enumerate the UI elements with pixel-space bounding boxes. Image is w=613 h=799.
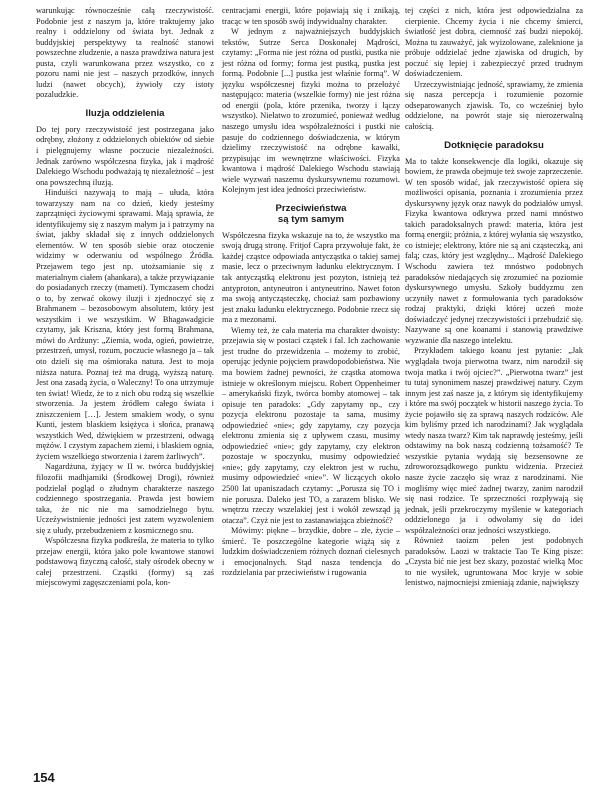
paragraph: Współczesna fizyka podkreśla, że materia to tylko przejaw energii, która jako pole kwantowe stanowi podstawową fizyczną całość, stały ośrodek obecny w całej przestrzeni. Cząstki (formy) są zaś miejscowymi zagęszczeniami pola, kon- [36, 536, 214, 588]
paragraph: W jednym z najważniejszych buddyjskich tekstów, Sutrze Serca Doskonałej Mądrości, czytamy: „Forma nie jest różna od pustki, pustka nie jest różna od formy; forma jest pustką, pustka jest formą. Podobnie [...] pustka jest właśnie formą”. W języku współczesnej fizyki można to przełożyć następująco: materia (wszelkie formy) nie jest różna od energii (pola, które przenika, tworzy i łączy wszystko). Niełatwo to zrozumieć, ponieważ według naszego umysłu idea współzależności i pustki nie pasuje do codziennego doświadczenia, w którym dzielimy rzeczywistość na odrębne kawałki, przypisując im wewnętrzne właściwości. Fizyka kwantowa i mądrość Dalekiego Wschodu stawiają wiele wyzwań naszemu dyskursywnemu rozumowi. Kolejnym jest idea jedności przeciwieństw. [222, 27, 400, 195]
paragraph: Do tej pory rzeczywistość jest postrzegana jako odrębny, złożony z oddzielonych obiektów od siebie i pielęgnujemy własne poczucie niezależności. Jednak zarówno współczesna fizyka, jak i mądrość Dalekiego Wschodu podważają tę niezależność – jest ona powszechną iluzją. [36, 124, 214, 187]
section-heading: Dotknięcie paradoksu [444, 139, 544, 151]
paragraph: Mówimy: piękne – brzydkie, dobre – złe, życie – śmierć. Te poszczególne kategorie wiążą się z ludzkim doświadczeniem różnych doznań cielesnych i emocjonalnych. Stąd nasza tendencja do rozdzielania par przeciwieństw i rugowania [222, 526, 400, 578]
page-number: 154 [33, 770, 55, 785]
text-column-middle [222, 6, 400, 579]
paragraph: Przykładem takiego koanu jest pytanie: „Jak wyglądała twoja pierwotna twarz, nim narodził się twoja matka i twój ojciec?”. „Pierwotna twarz” jest tu tutaj synonimem naszej prawdziwej natury. Czym innym jest zaś nasze ja, z którym się identyfikujemy i które ma swój początek w historii naszego życia. To życie pojawiło się za sprawą naszych rodziców. Ale kim byliśmy przed ich narodzinami? Jak wyglądała wtedy nasza twarz? Kim tak naprawdę jesteśmy, jeśli odstawimy na bok naszą codzienną tożsamość? Te wszystkie pytania wydają się bezsensowne ze zdroworozsądkowego punktu widzenia. Przecież nasze życie zaczęło się wraz z narodzinami. Nie mogliśmy więc mieć żadnej twarzy, zanim narodził się nasi rodzice. Te sprzeczności rozpływają się jednak, jeśli przekroczymy myślenie w kategoriach oddzielonego ja i odwołamy się do idei współzależności oraz jedności wszystkiego. [405, 346, 583, 535]
section-heading [222, 203, 400, 225]
paragraph: centracjami energii, które pojawiają się i znikają, tracąc w ten sposób swój indywidualny charakter. [222, 6, 400, 26]
section-heading-line: są tym samym [277, 213, 345, 225]
section-heading: Iluzja oddzielenia [85, 107, 165, 119]
paragraph: Urzeczywistniając jedność, sprawiamy, że zmienia się nasza percepcja i rozumienie pozornie odseparowanych zjawisk. To, co wcześniej było oddzielone, na powrót staje się nierozerwalną całością. [405, 79, 583, 132]
paragraph: warunkując równocześnie całą rzeczywistość. Podobnie jest z naszym ja, które traktujemy jako realny i oddzielony od świata byt. Jednak z buddyjskiej perspektywy ta realność stanowi powszechne złudzenie, a nasza prawdziwa natura jest pusta, czyli warunkowana przez wszystko, co z pozoru nami nie jest – naszych przodków, innych ludzi (nawet obcych), żywioły czy istoty pozaludzkie. [36, 6, 214, 100]
paragraph: tej części z nich, która jest odpowiedzialna za cierpienie. Chcemy życia i nie chcemy śmierci, światłość jest dobra, ciemność zaś budzi niepokój. Można tu zauważyć, jak wyizolowane, zaleknione ja próbuje oddzielać jedne zjawiska od drugich, by poczuć się lepiej i zabezpieczyć przed trudnym doświadczeniem. [405, 6, 583, 79]
paragraph: Nagardżuna, żyjący w II w. twórca buddyjskiej filozofii madhjamiki (Środkowej Drogi), również podzielał pogląd o złudnym charakterze naszego codziennego spostrzegania. Prawda jest bowiem taka, że nic nie ma samodzielnego bytu. Uczeźywistnienie jedności jest zatem wyzwoleniem się z ułudy, przebudzeniem z kosmicznego snu. [36, 462, 214, 535]
section-heading-line: Przeciwieństwa [275, 202, 347, 214]
text-column-right [405, 6, 583, 589]
paragraph: Wiemy też, że cała materia ma charakter dwoisty: przejawia się w postaci cząstek i fal. Ich zachowanie jest trudne do przewidzenia – możemy to zrobić, operując jedynie pojęciem prawdopodobieństwa. Nie ma bowiem żadnej pewności, że cząstka atomowa istnieje w określonym miejscu. Robert Oppenheimer – amerykański fizyk, twórca bomby atomowej – tak opisuje ten paradoks: „Gdy zapytamy np., czy pozycja elektronu pozostaje ta sama, musimy odpowiedzieć «nie»; gdy zapytamy, czy pozycja elektronu zmienia się z upływem czasu, musimy odpowiedzieć «nie»; gdy zapytamy, czy elektron pozostaje w spoczynku, musimy odpowiedzieć «nie»; gdy zapytamy, czy elektron jest w ruchu, musimy odpowiedzieć «nie»”. W liczących około 2500 lat upaniszadach czytamy: „Porusza się TO i nie porusza. Daleko jest TO, a zarazem blisko. We wnętrzu rzeczy wszelakiej jest i wokół zewsząd ją otacza”. Czyż nie jest to zastanawiająca zbieżność? [222, 325, 400, 525]
paragraph: Ma to także konsekwencje dla logiki, okazuje się bowiem, że prawda obejmuje też swoje zaprzeczenie. W ten sposób widać, jak rzeczywistość opiera się możliwości opisania, poznania i zrozumienia przez dyskursywny język oraz nawyk do podziałów umysł. Fizyka kwantowa odkrywa przed nami mnóstwo takich paradoksalnych prawd: materia, która jest formą energii; próżnia, z której wyłania się wszystko, co istnieje; elektrony, które nie są ani cząsteczką, ani falą; czas, który jest względny... Mądrość Dalekiego Wschodu zawiera też mnóstwo podobnych paradoksów niedających się zrozumieć na poziomie dyskursywnego umysłu. Szkoły buddyzmu zen uczyniły nawet z formułowania tych paradoksów rodzaj praktyki, dzięki której uczeń może doświadczyć jedynej rzeczywistości i przebudzić się. Nazywane są one koanami i stanowią prawdziwe wyzwanie dla naszego intelektu. [405, 156, 583, 345]
paragraph: Również taoizm pełen jest podobnych paradoksów. Laozi w traktacie Tao Te King pisze: „Czysta bić nie jest bez skazy, pozostać wielką Moc to nie wysiłek, ugruntowana Moc kryje w sobie lenistwo, najmocniejsi zmieniają zdanie, największy [405, 536, 583, 588]
paragraph: Współczesna fizyka wskazuje na to, że wszystko ma swoją drugą stronę. Fritjof Capra przywołuje fakt, że każdej cząstce odpowiada antycząstka o takiej samej masie, lecz o przeciwnym ładunku elektrycznym. I tak antycząstką elektronu jest pozyton, istnieją też antyproton, antyneutron i antyneutrino. Nawet foton ma swoją antycząsteczkę, chociaż sam pozbawiony jest znaku ładunku elektrycznego. Podobnie rzecz się ma z mezonami. [222, 230, 400, 325]
paragraph: Hinduiści nazywają to mają – ułuda, która towarzyszy nam na co dzień, kiedy jesteśmy zaprzątnięci życiowymi sprawami. Mają sprawia, że identyfikujemy się z naszym małym ja i patrzymy na świat, jakby składał się z innych oddzielonych elementów. W ten sposób siebie oraz otoczenie widzimy w oderwaniu od wspólnego Źródła. Przejawem tego jest np. utożsamianie się z materialnym ciałem (ahankara), a także przywiązanie do posiadanych rzeczy (mameti). Tymczasem chodzi o to, by zerwać okowy iluzji i zjednoczyć się z Brahmanem – bezosobowym absolutem, który jest wszystkim i we wszystkim. W Bhagawadgicie czytamy, jak Kriszna, który jest formą Brahmana, mówi do Ardżuny: „Ziemia, woda, ogień, powietrze, przestrzeń, umysł, rozum, poczucie własnego ja – tak oto dzieli się ma ośmioraka natura. Jest to moja niższa natura. Poznaj też ma drugą, wyższą naturę. Jest ona zasadą życia, o Waleczny! To ona utrzymuje ten świat! Wiedz, że to z nich obu rodzą się wszelkie stworzenia. Ja jestem źródłem całego świata i zniszczeniem […]. Jestem smakiem wody, o synu Kunti, jestem blaskiem księżyca i słońca, pranawą wszystkich Wed, dźwiękiem w przestrzeni, odwagą mężów. I czystym zapachem ziemi, i blaskiem ognia, życiem wszelkiego stworzenia i żarem żarliwych”. [36, 188, 214, 461]
text-column-left [36, 6, 214, 589]
